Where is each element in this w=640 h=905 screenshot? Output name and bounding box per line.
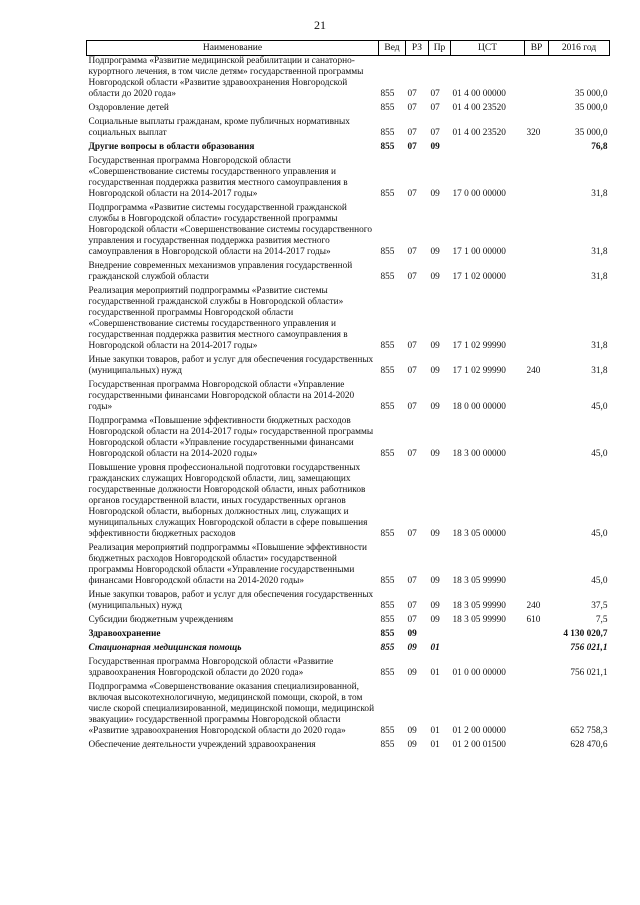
row-vr — [525, 203, 549, 261]
row-rz: 09 — [407, 668, 417, 678]
row-name: Стационарная медицинская помощь — [88, 643, 242, 653]
row-sum: 35 000,0 — [574, 128, 608, 138]
table-row — [87, 657, 610, 682]
row-rz: 07 — [407, 142, 417, 152]
row-pr: 09 — [430, 341, 440, 351]
row-vr — [525, 740, 549, 754]
row-rz: 09 — [407, 643, 417, 653]
row-vr — [525, 643, 549, 657]
row-cst: 17 1 00 00000 — [452, 247, 506, 257]
row-rz: 07 — [407, 89, 417, 99]
row-name: Государственная программа Новгородской области «Совершенствование системы государственного управления и государственная поддержка развития местного самоуправления в Новгородской области на 2014-2017 годы» — [88, 156, 348, 199]
row-rz: 07 — [407, 103, 417, 113]
header-sum: 2016 год — [549, 41, 610, 56]
row-pr: 07 — [430, 89, 440, 99]
row-pr: 09 — [430, 529, 440, 539]
table-row — [87, 56, 610, 104]
row-cst: 18 3 05 99990 — [452, 601, 506, 611]
table-row — [87, 629, 610, 643]
row-vr — [525, 380, 549, 416]
row-ved: 855 — [380, 189, 395, 199]
row-ved: 855 — [380, 740, 395, 750]
table-row — [87, 615, 610, 629]
row-ved: 855 — [380, 726, 395, 736]
row-pr: 09 — [430, 366, 440, 376]
row-vr: 240 — [526, 366, 541, 376]
row-rz: 07 — [407, 366, 417, 376]
row-rz: 07 — [407, 272, 417, 282]
row-rz: 07 — [407, 449, 417, 459]
row-sum: 35 000,0 — [574, 89, 608, 99]
table-row — [87, 142, 610, 156]
row-rz: 07 — [407, 529, 417, 539]
budget-table — [86, 40, 610, 754]
row-name: Государственная программа Новгородской области «Управление государственными финансами Новгородской области на 2014-2020 годы» — [88, 380, 355, 412]
row-name: Обеспечение деятельности учреждений здравоохранения — [88, 740, 316, 750]
row-pr: 09 — [430, 402, 440, 412]
row-sum: 31,8 — [591, 272, 608, 282]
table-row — [87, 416, 610, 463]
row-ved: 855 — [380, 629, 395, 639]
row-vr: 610 — [526, 615, 541, 625]
row-rz: 07 — [407, 576, 417, 586]
row-cst: 17 1 02 99990 — [452, 341, 506, 351]
row-vr — [525, 261, 549, 286]
row-sum: 45,0 — [591, 449, 608, 459]
row-rz: 07 — [407, 247, 417, 257]
row-sum: 4 130 020,7 — [563, 629, 608, 639]
row-pr — [429, 629, 451, 643]
row-cst: 01 4 00 23520 — [452, 128, 506, 138]
row-pr: 09 — [430, 601, 440, 611]
row-pr: 01 — [430, 668, 440, 678]
row-rz: 07 — [407, 341, 417, 351]
row-vr: 320 — [526, 128, 541, 138]
row-vr — [525, 286, 549, 355]
row-vr — [525, 416, 549, 463]
row-rz: 07 — [407, 615, 417, 625]
row-rz: 07 — [407, 128, 417, 138]
header-cst: ЦСТ — [451, 41, 525, 56]
row-ved: 855 — [380, 402, 395, 412]
row-cst: 17 1 02 00000 — [452, 272, 506, 282]
row-cst: 18 3 00 00000 — [452, 449, 506, 459]
row-sum: 756 021,1 — [570, 643, 608, 653]
row-vr — [525, 103, 549, 117]
row-pr: 09 — [430, 449, 440, 459]
row-name: Субсидии бюджетным учреждениям — [88, 615, 234, 625]
row-ved: 855 — [380, 128, 395, 138]
table-row — [87, 590, 610, 615]
row-ved: 855 — [380, 449, 395, 459]
table-row — [87, 643, 610, 657]
row-name: Иные закупки товаров, работ и услуг для обеспечения государственных (муниципальных) нужд — [88, 355, 374, 376]
table-row — [87, 103, 610, 117]
table-row — [87, 682, 610, 740]
row-name: Внедрение современных механизмов управления государственной гражданской службой области — [88, 261, 353, 282]
row-sum: 31,8 — [591, 247, 608, 257]
table-header — [87, 41, 610, 56]
row-vr — [525, 682, 549, 740]
row-vr — [525, 657, 549, 682]
row-rz: 07 — [407, 402, 417, 412]
row-cst: 01 2 00 01500 — [452, 740, 506, 750]
table-row — [87, 203, 610, 261]
row-sum: 45,0 — [591, 576, 608, 586]
row-cst: 18 3 05 99990 — [452, 615, 506, 625]
row-vr — [525, 142, 549, 156]
row-ved: 855 — [380, 643, 395, 653]
row-pr: 01 — [430, 726, 440, 736]
row-name: Повышение уровня профессиональной подготовки государственных гражданских служащих Новгородской области, лиц, замещающих государственные должности Новгородской области, иных работников органов государственной власти, иных государственных органов Новгородской области, выборных должностных лиц, служащих и муниципальных служащих Новгородской области в сфере повышения эффективности бюджетных расходов — [88, 463, 368, 539]
row-pr: 09 — [430, 247, 440, 257]
row-sum: 628 470,6 — [570, 740, 608, 750]
page-number: 21 — [314, 18, 326, 32]
row-rz: 09 — [407, 726, 417, 736]
row-cst: 18 0 00 00000 — [452, 402, 506, 412]
row-sum: 31,8 — [591, 366, 608, 376]
row-rz: 09 — [407, 740, 417, 750]
table-row — [87, 156, 610, 203]
table-row — [87, 380, 610, 416]
row-name: Социальные выплаты гражданам, кроме публичных нормативных социальных выплат — [88, 117, 350, 138]
row-name: Подпрограмма «Повышение эффективности бюджетных расходов Новгородской области на 2014-2017 годы» государственной программы Новгородской области «Управление государственными финансами Новгородской области на 2014-2020 годы» — [88, 416, 374, 459]
row-sum: 652 758,3 — [570, 726, 608, 736]
row-sum: 45,0 — [591, 402, 608, 412]
table-row — [87, 261, 610, 286]
header-ved: Вед — [379, 41, 406, 56]
row-pr: 09 — [430, 576, 440, 586]
row-cst: 01 2 00 00000 — [452, 726, 506, 736]
row-cst — [451, 643, 525, 657]
row-name: Подпрограмма «Совершенствование оказания специализированной, включая высокотехнологичную, медицинской помощи, скорой, в том числе скорой специализированной, медицинской помощи, медицинской эвакуации» государственной программы Новгородской области «Развитие здравоохранения Новгородской области до 2020 года» — [88, 682, 375, 736]
row-name: Подпрограмма «Развитие системы государственной гражданской службы в Новгородской области» государственной программы Новгородской области «Совершенствование системы государственного управления и государственная поддержка развития местного самоуправления в Новгородской области на 2014-2017 годы» — [88, 203, 372, 257]
row-pr: 07 — [430, 103, 440, 113]
row-ved: 855 — [380, 142, 395, 152]
row-ved: 855 — [380, 247, 395, 257]
row-cst: 01 0 00 00000 — [452, 668, 506, 678]
table-body — [87, 56, 610, 755]
row-pr: 01 — [430, 740, 440, 750]
row-name: Реализация мероприятий подпрограммы «Развитие системы государственной гражданской службы в Новгородской области» государственной программы Новгородской области «Совершенствование системы государственного управления и государственная поддержка развития местного самоуправления в Новгородской области на 2014-2017 годы» — [88, 286, 348, 351]
row-pr: 01 — [430, 643, 440, 653]
row-name: Иные закупки товаров, работ и услуг для обеспечения государственных (муниципальных) нужд — [88, 590, 374, 611]
row-ved: 855 — [380, 89, 395, 99]
row-pr: 09 — [430, 189, 440, 199]
row-vr — [525, 56, 549, 104]
row-rz: 07 — [407, 189, 417, 199]
table-row — [87, 463, 610, 543]
row-vr — [525, 156, 549, 203]
table-row — [87, 286, 610, 355]
row-vr — [525, 629, 549, 643]
table-row — [87, 740, 610, 754]
row-ved: 855 — [380, 529, 395, 539]
row-sum: 76,8 — [591, 142, 608, 152]
row-cst: 01 4 00 23520 — [452, 103, 506, 113]
row-ved: 855 — [380, 668, 395, 678]
row-name: Государственная программа Новгородской области «Развитие здравоохранения Новгородской области до 2020 года» — [88, 657, 334, 678]
row-vr — [525, 463, 549, 543]
row-name: Подпрограмма «Развитие медицинской реабилитации и санаторно-курортного лечения, в том числе детям» государственной программы Новгородской области «Развитие здравоохранения Новгородской области до 2020 года» — [88, 56, 364, 99]
row-rz: 09 — [407, 629, 417, 639]
row-pr: 07 — [430, 128, 440, 138]
row-name: Здравоохранение — [88, 629, 161, 639]
row-vr: 240 — [526, 601, 541, 611]
row-cst: 18 3 05 00000 — [452, 529, 506, 539]
row-sum: 37,5 — [591, 601, 608, 611]
row-name: Другие вопросы в области образования — [88, 142, 255, 152]
table-row — [87, 117, 610, 142]
header-name: Наименование — [87, 41, 379, 56]
row-ved: 855 — [380, 272, 395, 282]
row-name: Оздоровление детей — [88, 103, 169, 113]
row-sum: 45,0 — [591, 529, 608, 539]
row-ved: 855 — [380, 366, 395, 376]
row-cst — [451, 142, 525, 156]
row-sum: 31,8 — [591, 341, 608, 351]
row-pr: 09 — [430, 272, 440, 282]
row-cst: 18 3 05 99990 — [452, 576, 506, 586]
row-pr: 09 — [430, 142, 440, 152]
header-pr: Пр — [429, 41, 451, 56]
row-name: Реализация мероприятий подпрограммы «Повышение эффективности бюджетных расходов Новгородской области» государственной программы Новгородской области «Управление государственными финансами Новгородской области на 2014-2020 годы» — [88, 543, 367, 586]
row-sum: 31,8 — [591, 189, 608, 199]
row-sum: 35 000,0 — [574, 103, 608, 113]
row-ved: 855 — [380, 601, 395, 611]
row-sum: 7,5 — [595, 615, 608, 625]
row-cst: 01 4 00 00000 — [452, 89, 506, 99]
row-ved: 855 — [380, 615, 395, 625]
header-vr: ВР — [525, 41, 549, 56]
row-ved: 855 — [380, 103, 395, 113]
row-ved: 855 — [380, 576, 395, 586]
row-ved: 855 — [380, 341, 395, 351]
row-cst: 17 1 02 99990 — [452, 366, 506, 376]
row-pr: 09 — [430, 615, 440, 625]
row-cst — [451, 629, 525, 643]
row-sum: 756 021,1 — [570, 668, 608, 678]
row-cst: 17 0 00 00000 — [452, 189, 506, 199]
row-vr — [525, 543, 549, 590]
header-rz: РЗ — [406, 41, 429, 56]
table-row — [87, 355, 610, 380]
row-rz: 07 — [407, 601, 417, 611]
table-row — [87, 543, 610, 590]
